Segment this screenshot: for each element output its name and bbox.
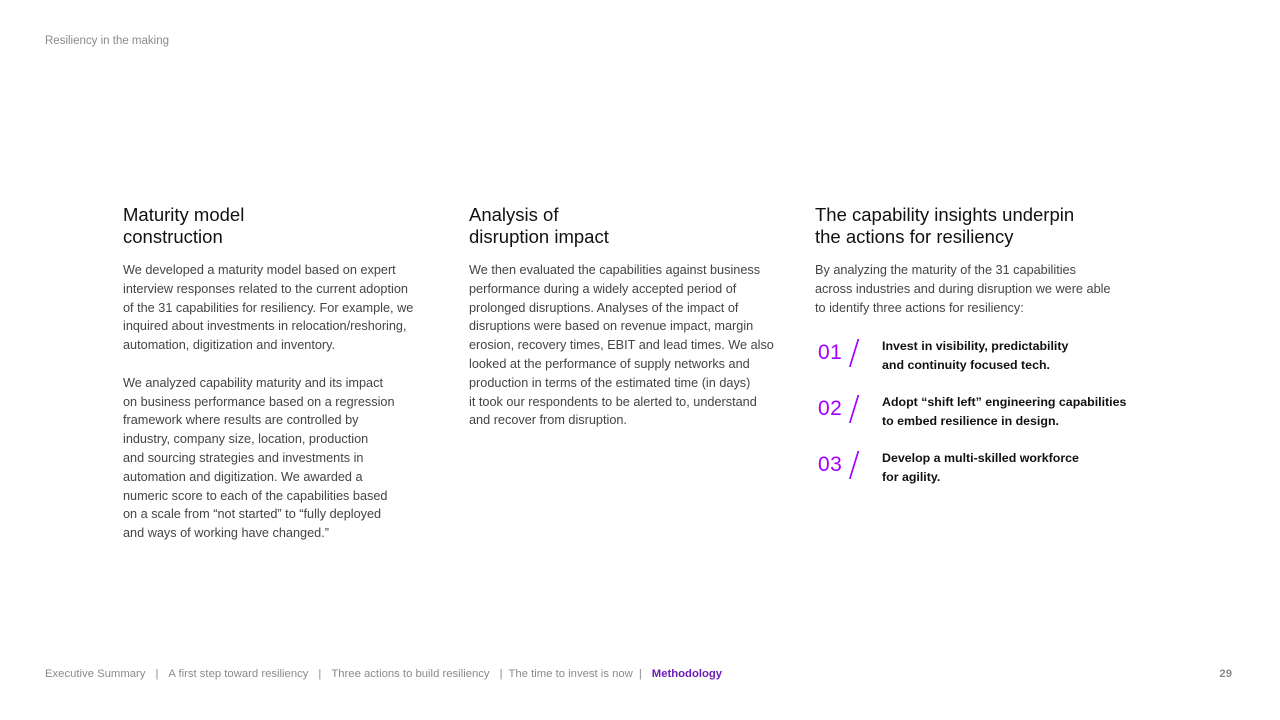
nav-link-first-step[interactable]: A first step toward resiliency	[168, 668, 309, 680]
title-line: Maturity model	[123, 204, 245, 225]
column-title	[469, 204, 784, 248]
nav-link-three-actions[interactable]: Three actions to build resiliency	[331, 668, 490, 680]
action-number-digits: 02	[818, 397, 843, 421]
action-text	[882, 449, 1079, 487]
action-number	[815, 333, 882, 373]
nav-separator: |	[318, 668, 322, 680]
text-line: erosion, recovery times, EBIT and lead times. We also	[469, 338, 774, 353]
nav-separator: |	[499, 668, 503, 680]
action-text	[882, 337, 1068, 375]
actions-list	[815, 333, 1135, 505]
text-line: and sourcing strategies and investments in	[123, 450, 364, 465]
text-line: industry, company size, location, production	[123, 432, 369, 447]
action-number	[815, 445, 882, 485]
action-number	[815, 389, 882, 429]
text-line: it took our respondents to be alerted to, understand	[469, 394, 757, 409]
text-line: disruptions were based on revenue impact, margin	[469, 319, 754, 334]
action-text	[882, 393, 1126, 431]
text-line: of the 31 capabilities for resiliency. For example, we	[123, 300, 414, 315]
title-line: Analysis of	[469, 204, 559, 225]
body-paragraph	[123, 261, 428, 355]
nav-link-methodology[interactable]: Methodology	[651, 668, 723, 680]
text-line: across industries and during disruption we were able	[815, 281, 1111, 296]
column-title	[123, 204, 428, 248]
text-line: to embed resilience in design.	[882, 414, 1059, 429]
disruption-impact-column	[469, 204, 784, 430]
text-line: We then evaluated the capabilities against business	[469, 263, 761, 277]
action-item	[815, 333, 1135, 393]
text-line: inquired about investments in relocation/reshoring,	[123, 319, 407, 334]
nav-link-time-to-invest[interactable]: The time to invest is now	[508, 668, 633, 680]
text-line: performance during a widely accepted period of	[469, 281, 737, 296]
text-line: looked at the performance of supply networks and	[469, 356, 750, 371]
text-line: Invest in visibility, predictability	[882, 339, 1069, 354]
maturity-model-column	[123, 204, 428, 543]
slash-divider-icon: /	[848, 389, 860, 430]
text-line: interview responses related to the current adoption	[123, 281, 408, 296]
body-paragraph	[469, 261, 784, 430]
page-number: 29	[1219, 668, 1232, 680]
text-line: Adopt “shift left” engineering capabilities	[882, 395, 1127, 410]
nav-separator: |	[155, 668, 159, 680]
action-item	[815, 389, 1135, 449]
text-line: automation and digitization. We awarded a	[123, 469, 363, 484]
title-line: construction	[123, 226, 223, 247]
text-line: on a scale from “not started” to “fully deployed	[123, 507, 382, 522]
text-line: and continuity focused tech.	[882, 358, 1050, 373]
body-paragraph	[815, 261, 1135, 317]
text-line: numeric score to each of the capabilities based	[123, 488, 388, 503]
running-title: Resiliency in the making	[45, 35, 170, 47]
text-line: and recover from disruption.	[469, 413, 627, 428]
footer-nav	[45, 668, 722, 680]
text-line: to identify three actions for resiliency:	[815, 300, 1024, 315]
text-line: automation, digitization and inventory.	[123, 338, 336, 353]
text-line: prolonged disruptions. Analyses of the impact of	[469, 300, 739, 315]
slash-divider-icon: /	[848, 445, 860, 486]
column-title	[815, 204, 1135, 248]
title-line: The capability insights underpin	[815, 204, 1075, 225]
nav-separator: |	[638, 668, 642, 680]
text-line: framework where results are controlled by	[123, 413, 359, 428]
nav-link-executive-summary[interactable]: Executive Summary	[45, 668, 146, 680]
text-line: and ways of working have changed.”	[123, 526, 329, 541]
title-line: the actions for resiliency	[815, 226, 1014, 247]
body-paragraph	[123, 374, 428, 543]
text-line: on business performance based on a regression	[123, 394, 395, 409]
text-line: By analyzing the maturity of the 31 capabilities	[815, 263, 1076, 277]
action-number-digits: 03	[818, 453, 843, 477]
text-line: Develop a multi-skilled workforce	[882, 451, 1079, 466]
slash-divider-icon: /	[848, 333, 860, 374]
action-item	[815, 445, 1135, 505]
text-line: We developed a maturity model based on expert	[123, 263, 396, 277]
action-number-digits: 01	[818, 341, 843, 365]
text-line: for agility.	[882, 470, 941, 485]
title-line: disruption impact	[469, 226, 609, 247]
capability-insights-column	[815, 204, 1135, 505]
text-line: production in terms of the estimated time (in days)	[469, 375, 751, 390]
text-line: We analyzed capability maturity and its impact	[123, 375, 383, 390]
